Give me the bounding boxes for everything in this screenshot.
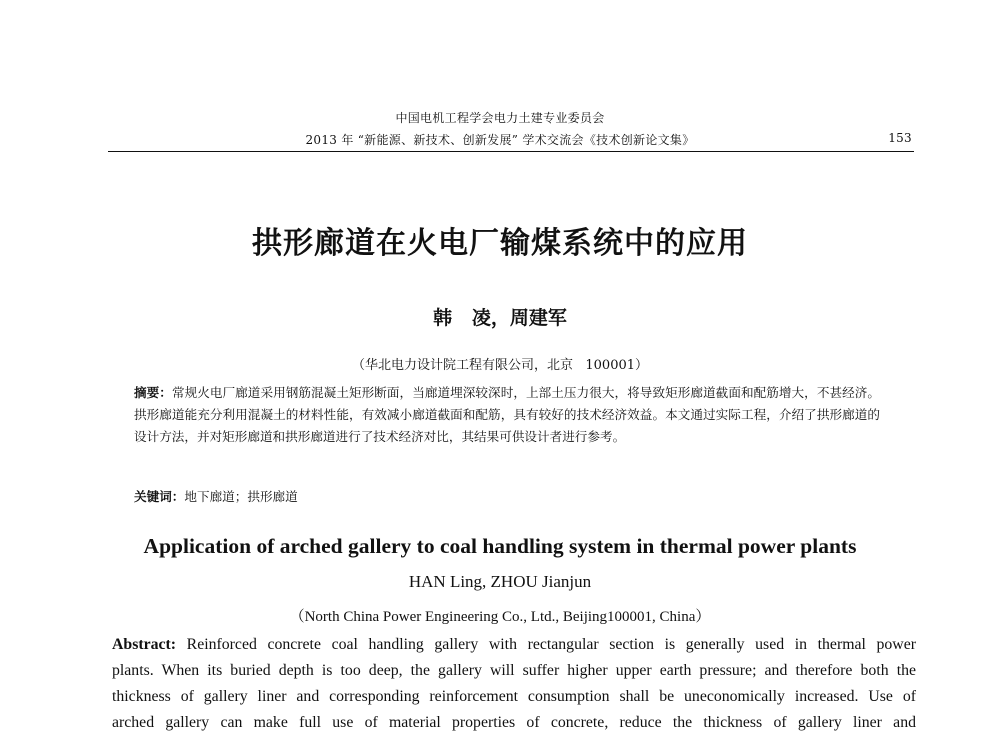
abstract-line-en: arched gallery can make full use of material properties of concrete, reduce the thickness of gallery liner and: [112, 714, 916, 731]
header-rule: [108, 151, 914, 152]
authors-cn: 韩 凌，周建军: [433, 307, 567, 329]
abstract-line-en: plants. When its buried depth is too deep, the gallery will suffer higher upper earth pressure; and therefore both the: [112, 662, 916, 679]
keywords-text-cn: 地下廊道；拱形廊道: [184, 489, 298, 504]
affiliation-en: （North China Power Engineering Co., Ltd., Beijing100001, China）: [289, 609, 711, 625]
paper-title-en: Application of arched gallery to coal handling system in thermal power plants: [143, 534, 857, 558]
journal-header-line-1: 中国电机工程学会电力土建专业委员会: [395, 111, 605, 125]
affiliation-cn: （华北电力设计院工程有限公司，北京 100001）: [351, 358, 649, 373]
keywords-label-cn: 关键词：: [134, 489, 185, 504]
paper-title-cn: 拱形廊道在火电厂输煤系统中的应用: [252, 226, 748, 261]
journal-header-line-2: 2013 年 “新能源、新技术、创新发展” 学术交流会《技术创新论文集》: [305, 133, 695, 147]
abstract-cn: [134, 382, 880, 448]
page-number: 153: [888, 131, 912, 145]
abstract-label-en: Abstract:: [112, 636, 177, 653]
abstract-text-cn: 常规火电厂廊道采用钢筋混凝土矩形断面，当廊道埋深较深时，上部土压力很大，将导致矩形廊道截面和配筋增大，不甚经济。拱形廊道能充分利用混凝土的材料性能，有效减小廊道截面和配筋，具有较好的技术经济效益。本文通过实际工程，介绍了拱形廊道的设计方法，并对矩形廊道和拱形廊道进行了技术经济对比，其结果可供设计者进行参考。: [134, 385, 881, 444]
abstract-text-en-1: Reinforced concrete coal handling gallery with rectangular section is generally used in thermal power: [186, 636, 916, 653]
authors-en: HAN Ling, ZHOU Jianjun: [408, 572, 592, 591]
abstract-line-en: [112, 632, 916, 658]
abstract-line-en: thickness of gallery liner and corresponding reinforcement consumption shall be uneconomically increased. Use of: [112, 688, 916, 705]
keywords-cn: [134, 486, 880, 508]
abstract-label-cn: 摘要：: [134, 385, 172, 400]
